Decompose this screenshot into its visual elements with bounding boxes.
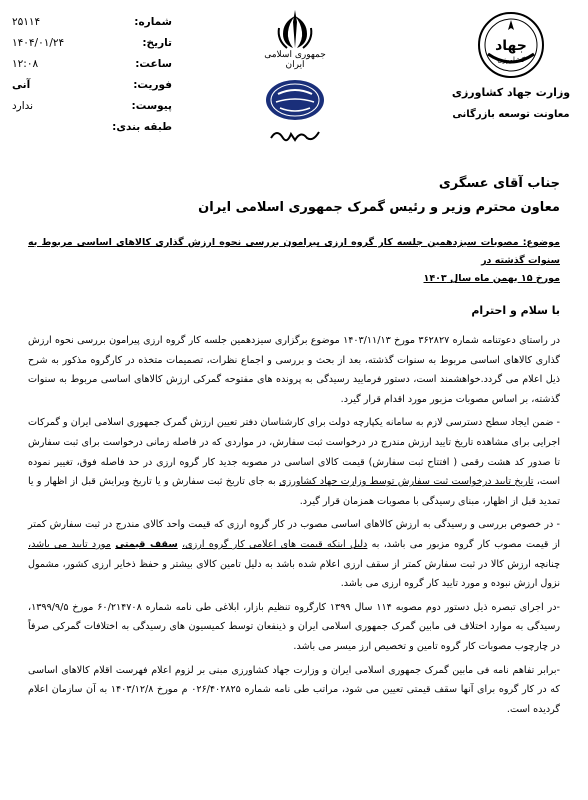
meta-number-label: شماره: bbox=[134, 16, 172, 28]
ministry-logo-icon bbox=[476, 10, 546, 80]
meta-time-row bbox=[12, 54, 172, 75]
meta-number-value: ۲۵۱۱۴ bbox=[12, 16, 41, 28]
official-seal-icon bbox=[264, 78, 326, 122]
paragraph-4: -در اجرای تبصره ذیل دستور دوم مصوبه ۱۱۴ سال ۱۳۹۹ کارگروه تنظیم بازار، ابلاغی طی نامه شماره ۶۰/۲۱۴۷۰۸ مورخ ۱۳۹۹/۹/۵، رسیدگی به موارد اختلاف فی مابین گمرک جمهوری اسلامی ایران و ذینفعان توسط کمیسیون های رسیدگی به اختلافات گمرکی صرفاً در چارچوب مصوبات کار گروه تامین و تخصیص ارز میسر می باشد. bbox=[28, 601, 561, 652]
ministry-logo-block bbox=[446, 10, 576, 120]
paragraph-2-part-c: به جای تاریخ ثبت سفارش و یا تاریخ ویرایش قبل از اظهار و یا تمدید قبل از اظهار، مبنای رسیدگی با مصوبات همزمان قرار گیرد. bbox=[28, 476, 560, 507]
meta-urgency-row bbox=[12, 75, 172, 96]
meta-classification-label: طبقه بندی: bbox=[112, 121, 172, 133]
subject-line-2: مورخ ۱۵ بهمن ماه سال ۱۴۰۳ bbox=[423, 273, 560, 284]
paragraph-1: در راستای دعوتنامه شماره ۳۶۲۸۲۷ مورخ ۱۴۰۳/۱۱/۱۳ موضوع برگزاری سیزدهمین جلسه کار گروه ارزی پیرامون بررسی نحوه ارزش گذاری کالاهای اساسی مربوط به سنوات گذشته، بعد از بحث و بررسی و اجماع نظرات، تصمیمات متخذه در کارگروه مذکور به شرح ذیل اعلام می گردد.خواهشمند است، دستور فرمایید رسیدگی به پرونده های مفتوحه گمرکی ارزش کالاهای اساسی مربوط به سنوات گذشته، بر اساس مصوبات مزبور مورد اقدام قرار گیرد. bbox=[28, 335, 560, 405]
paragraph-3 bbox=[28, 515, 560, 593]
iran-emblem-icon bbox=[275, 8, 315, 52]
paragraph-3-part-c: سقف قیمتی bbox=[115, 538, 178, 550]
paragraph-2-part-a: - ضمن ایجاد سطح دسترسی لازم به سامانه یکپارچه دولت برای کارشناسان دفتر تعیین ارزش گمرک جمهوری اسلامی ایران و گمرکات اجرایی برای مشاهده تاریخ تایید ارزش مندرج در درخواست ثبت سفارش، در مواردی که در فاصله زمانی درخواست برای ثبت سفارش تا صدور کد هشت رقمی ( افتتاح ثبت سفارش) قیمت کالای اساسی در مصوبه جدید کار گروه ارزی در حد فاصله فوق، تغییر نموده است، bbox=[28, 417, 560, 488]
subject-line bbox=[28, 234, 560, 288]
paragraph-2-part-b: تاریخ تایید درخواست ثبت سفارش توسط وزارت جهاد کشاورزی bbox=[279, 476, 534, 488]
paragraph-2 bbox=[28, 413, 560, 511]
logo-word: جهاد bbox=[495, 38, 527, 54]
deputy-name: معاونت توسعه بازرگانی bbox=[452, 109, 570, 120]
meta-attachment-row bbox=[12, 96, 172, 117]
logo-subword: کشاورزی bbox=[497, 56, 525, 64]
meta-urgency-value: آنی bbox=[12, 79, 31, 91]
meta-classification-value bbox=[12, 117, 74, 138]
meta-time-label: ساعت: bbox=[135, 58, 172, 70]
addressee-title: معاون محترم وزیر و رئیس گمرک جمهوری اسلامی ایران bbox=[198, 200, 560, 215]
signature-icon bbox=[265, 124, 325, 146]
paragraph-3-part-e: چنانچه ارزش کالا در ثبت سفارش کمتر از سقف ارزی اعلام شده باشد به دلیل تامین کالای بیشتر و حفظ ذخایر ارزی کشور، مشمول نزول ارزش نبوده و مورد تایید کار گروه ارزی می باشد. bbox=[28, 558, 560, 590]
meta-date-value: ۱۴۰۴/۰۱/۲۴ bbox=[12, 37, 65, 49]
paragraph-3-part-b: دلیل اینکه قیمت های اعلامی کار گروه ارزی، bbox=[182, 538, 368, 550]
meta-time-value: ۱۲:۰۸ bbox=[12, 58, 39, 70]
meta-classification-row bbox=[12, 117, 172, 138]
meta-date-row bbox=[12, 33, 172, 54]
letter-body bbox=[28, 172, 560, 719]
meta-attachment-value: ندارد bbox=[12, 100, 34, 112]
addressee-name: جناب آقای عسگری bbox=[438, 176, 560, 191]
meta-urgency-label: فوریت: bbox=[133, 79, 172, 91]
emblem-caption: جمهوری اسلامی ایران bbox=[264, 50, 326, 70]
paragraph-3-part-d: مورد تایید می باشد، bbox=[28, 538, 111, 550]
meta-attachment-label: پیوست: bbox=[131, 100, 172, 112]
emblem-block bbox=[255, 8, 335, 146]
letter-meta bbox=[12, 12, 172, 138]
meta-number-row bbox=[12, 12, 172, 33]
ministry-name: وزارت جهاد کشاورزی bbox=[451, 86, 571, 99]
greeting: با سلام و احترام bbox=[471, 304, 560, 317]
subject-line-1: موضوع: مصوبات سیزدهمین جلسه کار گروه ارزی پیرامون بررسی نحوه ارزش گذاری کالاهای اساسی مربوط به سنوات گذشته در bbox=[28, 237, 560, 266]
paragraph-5: -برابر تفاهم نامه فی مابین گمرک جمهوری اسلامی ایران و وزارت جهاد کشاورزی مبنی بر لزوم اعلام فهرست اقلام کالاهای اساسی که در کار گروه برای آنها سقف قیمتی تعیین می شود، مراتب طی نامه شماره ۰۲۶/۴۰۲۸۲۵ م مورخ ۱۴۰۳/۱۲/۸ به آن سازمان اعلام گردیده است. bbox=[28, 664, 561, 715]
paragraph-3-part-a: - در خصوص بررسی و رسیدگی به ارزش کالاهای اساسی مصوب در کار گروه ارزی که قیمت واحد کالای مندرج در ثبت سفارش کمتر از قیمت مصوب کار گروه مزبور می باشد، به bbox=[28, 519, 560, 550]
meta-date-label: تاریخ: bbox=[142, 37, 172, 49]
